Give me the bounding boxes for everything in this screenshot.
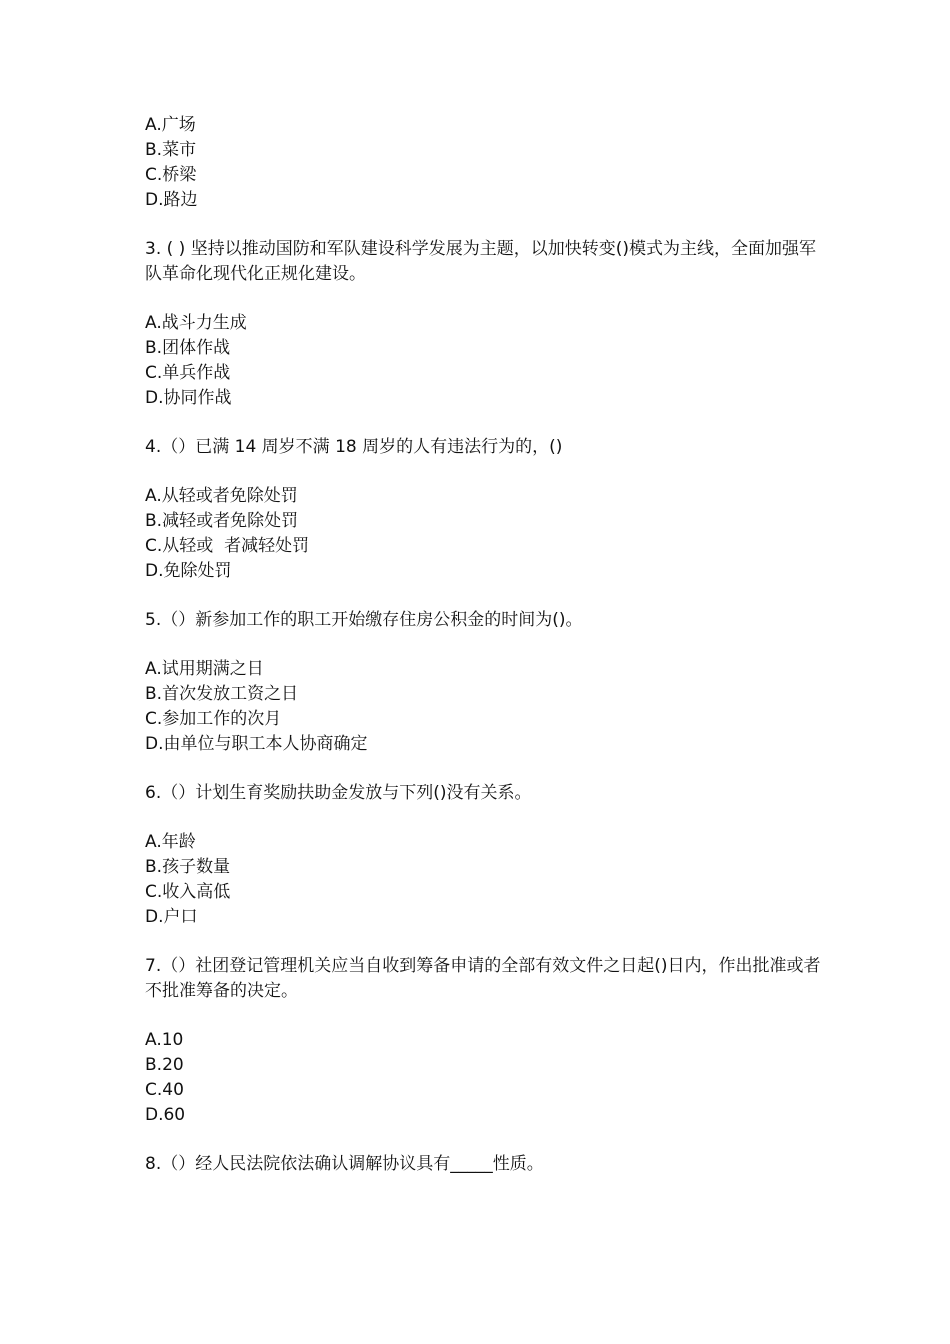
option-a: A.广场 [145,115,196,135]
option-c: C.单兵作战 [145,363,231,383]
document-page [145,113,825,1177]
question-block-2 [145,113,825,213]
option-a: A.试用期满之日 [145,659,264,679]
option-a: A.10 [145,1030,184,1050]
option-c: C.40 [145,1080,184,1100]
question-stem: 6.（）计划生育奖励扶助金发放与下列()没有关系。 [145,783,532,803]
option-b: B.首次发放工资之日 [145,684,299,704]
option-b: B.孩子数量 [145,857,231,877]
question-block-4 [145,435,825,584]
option-d: D.协同作战 [145,388,232,408]
question-block-6 [145,781,825,930]
option-d: D.路边 [145,190,198,210]
option-d: D.60 [145,1105,186,1125]
question-block-5 [145,608,825,757]
option-d: D.户口 [145,907,198,927]
question-block-8 [145,1152,825,1177]
option-c: C.桥梁 [145,165,197,185]
option-b: B.团体作战 [145,338,231,358]
options-list [145,830,825,930]
question-block-3 [145,237,825,411]
question-stem: 7.（）社团登记管理机关应当自收到筹备申请的全部有效文件之日起()日内，作出批准或者不批准筹备的决定。 [145,956,821,1001]
option-c: C.参加工作的次月 [145,709,282,729]
options-list [145,113,825,213]
option-b: B.减轻或者免除处罚 [145,511,299,531]
option-a: A.年龄 [145,832,196,852]
question-stem: 4.（）已满 14 周岁不满 18 周岁的人有违法行为的，() [145,437,563,457]
question-stem: 8.（）经人民法院依法确认调解协议具有_____性质。 [145,1154,544,1174]
option-d: D.由单位与职工本人协商确定 [145,734,368,754]
question-stem: 5.（）新参加工作的职工开始缴存住房公积金的时间为()。 [145,610,583,630]
option-c: C.从轻或 者减轻处罚 [145,536,310,556]
option-c: C.收入高低 [145,882,231,902]
option-d: D.免除处罚 [145,561,232,581]
option-b: B.菜市 [145,140,197,160]
question-block-7 [145,954,825,1128]
option-a: A.从轻或者免除处罚 [145,486,298,506]
option-a: A.战斗力生成 [145,313,247,333]
options-list [145,484,825,584]
option-b: B.20 [145,1055,184,1075]
options-list [145,657,825,757]
options-list [145,1028,825,1128]
question-stem: 3. ( ) 坚持以推动国防和军队建设科学发展为主题，以加快转变()模式为主线，全面加强军队革命化现代化正规化建设。 [145,239,816,284]
options-list [145,311,825,411]
